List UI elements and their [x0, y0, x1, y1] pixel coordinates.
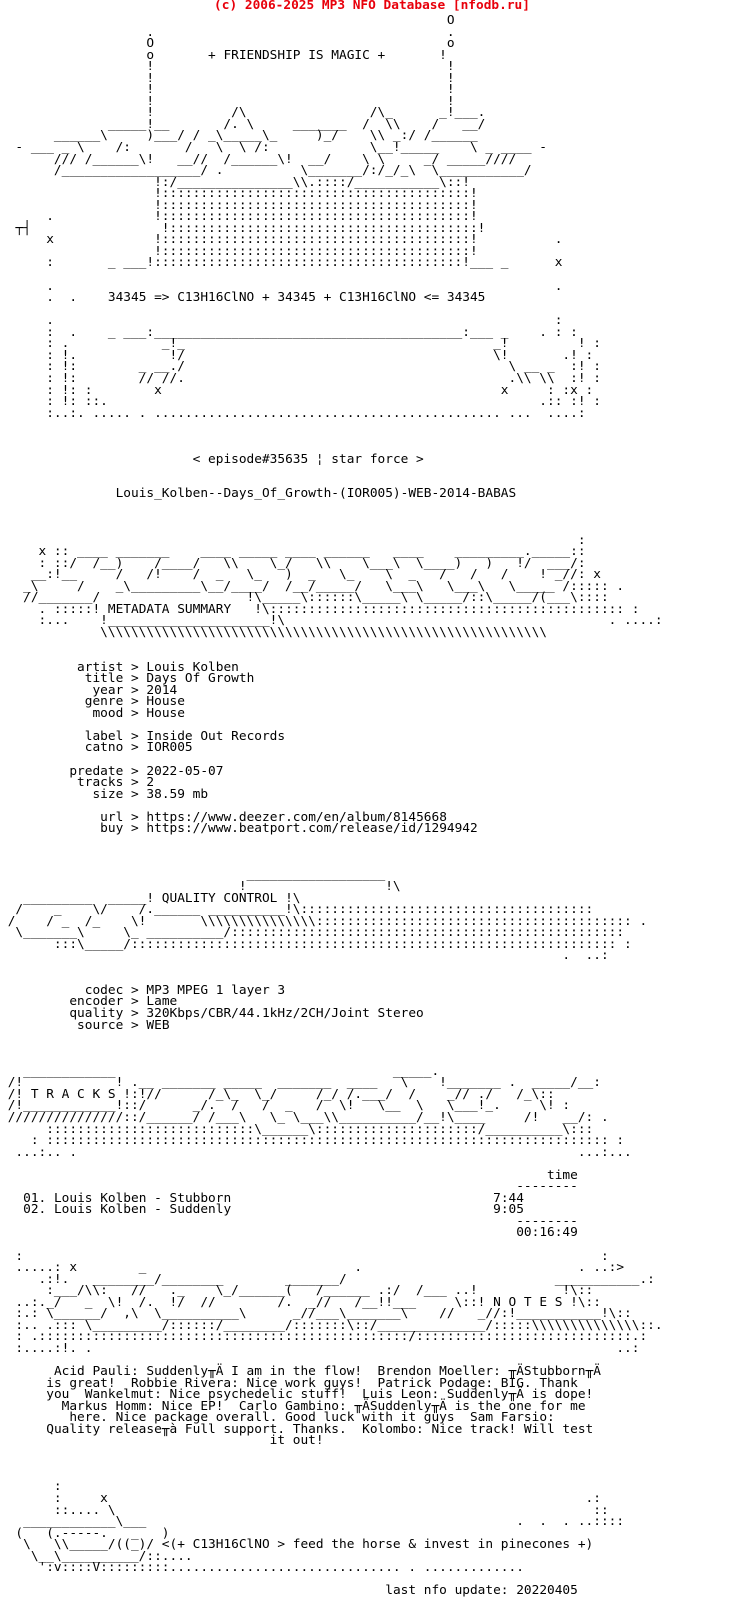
art-line: __:!__ / /! / _ \_ ) _ \_ \ _ / / / ! _//: x: [0, 567, 601, 583]
art-line: !::::::::::::::::::::::::::::::::::::::::!: [0, 186, 478, 202]
metadata-key: size: [92, 786, 124, 802]
quality-key: source: [77, 1017, 124, 1033]
art-line: .....: x _ . . ..:>: [0, 1260, 625, 1276]
art-line: ///////////////::/______/ /___\ \_ \___\\__________/__!\____ /! __/: .: [0, 1109, 609, 1125]
art-line: !::::::::::::::::::::::::::::::::::::::::!: [0, 197, 478, 213]
art-line: : :: [0, 1248, 609, 1264]
art-line: : ::::::::::::::::::::::::::::::::::::::::::::::::::::::::::::::::::::::::: :: [0, 1133, 625, 1149]
art-line: : . _!_ _! ! :: [0, 336, 601, 352]
art-line: / / _ /_ \! \\\\\\\\\\\\\\\::::::::::::::::::::::::::::::::::::::::: .: [0, 913, 648, 929]
art-line: \\\\\\\\\\\\\\\\\\\\\\\\\\\\\\\\\\\\\\\\\\\\\\\\\\\\\\\\\\: [0, 624, 548, 640]
notes-section-title: N O T E S: [493, 1294, 563, 1310]
art-line: : !: // //. .\\ \\ :! :: [0, 370, 601, 386]
art-line: ::.... \ ::: [0, 1502, 609, 1518]
art-line: ! !: [0, 59, 455, 75]
metadata-key: catno: [84, 740, 124, 756]
art-line: : _ ___!::::::::::::::::::::::::::::::::::::::::!___ _ x: [0, 255, 563, 271]
tracks-title-line: /! T R A C K S !:!// /_\_ \_/ /_/ /.___/ / _// ./ /_\::: [0, 1086, 555, 1102]
art-line: --------: [0, 1179, 578, 1195]
quality-row: encoder > Lame: [69, 994, 178, 1010]
art-line: : !. !/ \! .! :: [0, 347, 594, 363]
track-title: Louis Kolben - Stubborn: [53, 1190, 232, 1206]
art-line: --------: [0, 1213, 578, 1229]
art-line: : !: ::. .:: :! :: [0, 394, 601, 410]
release-name-line: [0, 488, 663, 500]
metadata-key: artist: [77, 659, 124, 675]
metadata-key: url: [100, 809, 124, 825]
quality-source: WEB: [146, 1017, 170, 1033]
quality-section-title: QUALITY CONTROL: [161, 890, 278, 906]
art-line: :___/\\: // ._ \_/______( /______ .:/ /___ ..! !\::: [0, 1283, 594, 1299]
art-line: : . _ ___:________________________________________:___ _ . : :: [0, 324, 578, 340]
metadata-size: 38.59 mb: [146, 786, 209, 802]
art-line: ____________\___ . . . ..::::: [0, 1514, 625, 1530]
art-line: : .::::::::::::::::::::::::::::::::::::::::::::::::/::::::::::::::::::::::::::::.:: [0, 1329, 648, 1345]
metadata-section-title: METADATA SUMMARY: [107, 601, 232, 617]
metadata-tracks: 2: [146, 775, 155, 791]
nfo-text: [0, 15, 663, 1597]
art-line: !::::::::::::::::::::::::::::::::::::::::!: [0, 243, 478, 259]
metadata-row: size > 38.59 mb: [92, 786, 209, 802]
intro-tagline: + FRIENDSHIP IS MAGIC +: [208, 47, 386, 63]
art-line: . .: [0, 278, 563, 294]
art-line: . .: [0, 24, 455, 40]
horse-slogan-line: ( (.-----. _ ): [0, 1525, 170, 1541]
art-line: ______\ )___/ / _\_____\_ )_/ \\ _:/ /______: [0, 128, 478, 144]
art-line: :::\_____/::::::::::::::::::::::::::::::::::::::::::::::::::::::::::::::: :: [0, 936, 632, 952]
notes-title-line: ..:._/ _ \! /. !/ // /. _// /__!!___ \::! N O T E S !\::: [0, 1294, 601, 1310]
art-line: /! ! .__ _______ _____ _______ ____ \ !_______ . _____/__:: [0, 1075, 601, 1091]
tracks-time-header: time: [547, 1167, 578, 1183]
art-line: . ..:: [0, 948, 609, 964]
art-line: : x .:: [0, 1491, 601, 1506]
intro-formula: 34345 => C13H16ClNO + 34345 + C13H16ClNO <= 34345: [107, 290, 486, 306]
intro-tagline-line: o + FRIENDSHIP IS MAGIC + !: [0, 47, 447, 63]
quality-key: encoder: [69, 994, 124, 1010]
art-line: ! !\: [0, 879, 401, 895]
art-line: ! !: [0, 93, 455, 109]
metadata-label: Inside Out Records: [146, 728, 286, 744]
footer-slogan: <(+ C13H16ClNO > feed the horse & invest in pinecones +): [161, 1537, 594, 1553]
art-line: x :: ____ _______ ____ _____ ____ ______ ____ _________._____::: [0, 544, 586, 560]
quality-title-line: _________ _____! QUALITY CONTROL !\: [0, 890, 301, 906]
intro-episode-line: [0, 451, 663, 467]
art-line: :: [0, 532, 586, 548]
metadata-row: url > https://www.deezer.com/en/album/8145668: [100, 809, 447, 825]
metadata-key: predate: [69, 763, 124, 779]
metadata-key: title: [84, 671, 124, 687]
tracks-section-title: T R A C K S: [30, 1086, 116, 1102]
art-line: [0, 500, 663, 512]
intro-episode: < episode#35635 ¦ star force >: [192, 451, 424, 467]
quality-key: codec: [84, 982, 124, 998]
art-line: [0, 431, 663, 443]
track-title: Louis Kolben - Suddenly: [53, 1202, 232, 1218]
art-line: :.. .::: \_________/::::::/________/:::::::\::/______________/:::::\\\\\\\\\\\\\\::.: [0, 1317, 663, 1333]
track-time: 9:05: [493, 1202, 524, 1218]
art-line: / _ \/ /.______ __________!\::::::::::::::::::::::::::::::::::::::: [0, 902, 594, 918]
last-update: last nfo update: 20220405: [385, 1583, 578, 1599]
notes-text: you Wankelmut: Nice psychedelic stuff! Luis Leon: Suddenly╥Ä is dope!: [46, 1387, 594, 1403]
art-line: [0, 962, 663, 974]
metadata-title-line: . :::::! METADATA SUMMARY !\:::::::::::::::::::::::::::::::::::::::::::::: :: [0, 601, 640, 617]
art-line: /!____________!::/ _/. / / _ / \! \__ \ \___!_. \! :: [0, 1098, 571, 1114]
art-line: [0, 835, 663, 847]
art-line: :....:!. . ..:: [0, 1340, 640, 1356]
metadata-row: buy > https://www.beatport.com/release/id/1294942: [100, 821, 478, 837]
metadata-key: buy: [100, 821, 124, 837]
art-line: //_______/ !\_____\::::::\_____\ \_____/::\_____/(___\::::: [0, 590, 609, 606]
metadata-key: genre: [84, 694, 124, 710]
art-line: !:/_______________\\.::::/___________\::!: [0, 174, 470, 190]
art-line: ! !: [0, 82, 455, 98]
quality-row: quality > 320Kbps/CBR/44.1kHz/2CH/Joint Stereo: [69, 1006, 424, 1022]
art-line: ':v::::V:::::::::.............................. . .............: [0, 1560, 524, 1576]
art-line: ! !: [0, 70, 455, 86]
metadata-artist: Louis Kolben: [146, 659, 239, 675]
art-line: [0, 846, 663, 858]
metadata-row: label > Inside Out Records: [84, 728, 286, 744]
art-line: . !::::::::::::::::::::::::::::::::::::::::!: [0, 209, 478, 225]
notes-text: is great! Robbie Rivera: Nice work guys! Patrick Podage: BIG. Thank: [46, 1375, 578, 1391]
notes-text: Markus Homm: Nice EP! Carlo Gambino: ╥ÄSuddenly╥Ä is the one for me: [46, 1398, 586, 1414]
art-line: . :: [0, 313, 563, 329]
intro-formula-line: . . 34345 => C13H16ClNO + 34345 + C13H16ClNO <= 34345: [0, 290, 486, 306]
metadata-row: artist > Louis Kolben: [77, 659, 239, 675]
art-line: [0, 1031, 663, 1043]
metadata-row: mood > House: [92, 705, 185, 721]
release-name: Louis_Kolben--Days_Of_Growth-(IOR005)-WEB-2014-BABAS: [115, 486, 517, 502]
metadata-genre: House: [146, 694, 185, 710]
notes-line: [0, 1435, 663, 1447]
art-line: :::::::::::::::::::::::::::\______\:::::::::::::::::::::/__________\:::: [0, 1121, 594, 1137]
art-line: [0, 465, 663, 477]
art-line: .:!. ________/________ _______/ ___________.:: [0, 1271, 655, 1287]
art-line: [0, 1458, 663, 1470]
notes-text: Acid Pauli: Suddenly╥Ä I am in the flow! Brendon Moeller: ╥ÄStubborn╥Ä: [46, 1363, 601, 1379]
art-line: [0, 639, 663, 651]
art-line: [0, 1043, 663, 1055]
track-number: 02.: [23, 1202, 47, 1218]
metadata-row: predate > 2022-05-07: [69, 763, 224, 779]
art-line: [0, 419, 663, 431]
art-line: :.: \______/ ,\ \__________\ _//___\_______\ // _//:!___________!\::: [0, 1306, 632, 1322]
metadata-row: year > 2014: [92, 682, 178, 698]
art-line: _____!__ /. \ _______ / \\ / __/: [0, 116, 486, 132]
art-line: ┬┤ !::::::::::::::::::::::::::::::::::::::::!: [0, 220, 486, 236]
metadata-buy-link[interactable]: https://www.beatport.com/release/id/1294942: [146, 821, 478, 837]
art-line: : !: : x x : :x :: [0, 382, 594, 398]
art-line: [0, 512, 663, 524]
metadata-row: catno > IOR005: [84, 740, 193, 756]
tracks-total-line: [0, 1227, 663, 1239]
metadata-title: Days Of Growth: [146, 671, 255, 687]
metadata-url-link[interactable]: https://www.deezer.com/en/album/8145668: [146, 809, 447, 825]
art-line: :: [0, 1479, 578, 1495]
art-line: /__________________/ . \_______/:/_/_\ \___________/: [0, 163, 532, 179]
notes-text: here. Nice package overall. Good luck with it guys Sam Farsio:: [46, 1410, 555, 1426]
horse-slogan-line: \ \\_____/((_)/ <(+ C13H16ClNO > feed the horse & invest in pinecones +): [0, 1537, 594, 1553]
metadata-key: label: [84, 728, 124, 744]
art-line: \__\__________/::....: [0, 1548, 193, 1564]
quality-encoder: Lame: [146, 994, 178, 1010]
art-line: __________________: [0, 867, 386, 883]
art-line: : ::/ /__) /____/ \\ \_/ \\ \___\ \____) ) !/ ___/:: [0, 555, 586, 571]
copyright-header: (c) 2006-2025 MP3 NFO Database [nfodb.ru]: [214, 0, 530, 13]
metadata-row: genre > House: [84, 694, 185, 710]
quality-quality: 320Kbps/CBR/44.1kHz/2CH/Joint Stereo: [146, 1006, 424, 1022]
art-line: _\ / _\_________\__/____/ /__/_____/ \___\ \___\ \_____ /::::: .: [0, 578, 625, 594]
notes-text: it out!: [46, 1433, 324, 1449]
metadata-key: tracks: [77, 775, 124, 791]
track-time: 7:44: [493, 1190, 524, 1206]
metadata-mood: House: [146, 705, 185, 721]
art-line: : !: _ __./ \ __ _ :! :: [0, 359, 601, 375]
notes-text: Quality release╥à Full support. Thanks. Kolombo: Nice track! Will test: [46, 1421, 594, 1437]
tracks-total: 00:16:49: [516, 1225, 578, 1241]
art-line: ! /\ /\_ _!___.: [0, 105, 486, 121]
metadata-catno: IOR005: [146, 740, 193, 756]
art-line: /// /______\! __// /______\! __/ \ \ _/ _____////: [0, 151, 517, 167]
metadata-year: 2014: [146, 682, 178, 698]
quality-row: source > WEB: [77, 1017, 170, 1033]
art-line: [0, 1447, 663, 1459]
metadata-row: title > Days Of Growth: [84, 671, 255, 687]
last-update-line: [0, 1585, 663, 1597]
art-line: ...:.. . ...:...: [0, 1144, 632, 1160]
art-line: ____________ _____.: [0, 1063, 440, 1079]
metadata-row: tracks > 2: [77, 775, 155, 791]
art-line: O o: [0, 36, 455, 52]
quality-codec: MP3 MPEG 1 layer 3: [146, 982, 286, 998]
metadata-key: year: [92, 682, 124, 698]
art-line: O: [0, 13, 455, 28]
quality-key: quality: [69, 1006, 124, 1022]
art-line: :..:. ..... . ............................................. ... ....:: [0, 405, 586, 421]
track-number: 01.: [23, 1190, 47, 1206]
art-line: - ___ _ \ /: / \ \ /: \__!_____ \ _ ____ -: [0, 140, 548, 156]
art-line: x !::::::::::::::::::::::::::::::::::::::::! .: [0, 232, 563, 248]
metadata-predate: 2022-05-07: [146, 763, 224, 779]
art-line: :... !_____________________!\ . ....:: [0, 613, 663, 629]
metadata-key: mood: [92, 705, 124, 721]
quality-row: codec > MP3 MPEG 1 layer 3: [84, 982, 286, 998]
art-line: \_______\ \_ __________/:::::::::::::::::::::::::::::::::::::::::::::::::::: [0, 925, 625, 941]
